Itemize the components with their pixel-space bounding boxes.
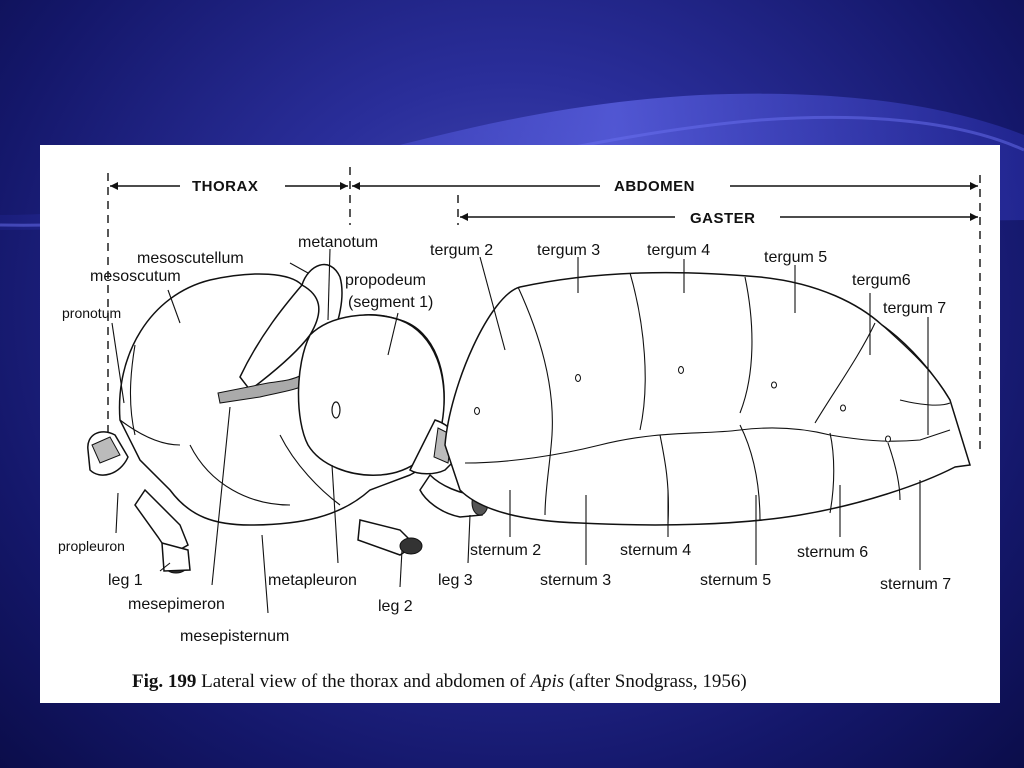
label-leg-3: leg 3 — [438, 572, 473, 589]
label-tergum-2: tergum 2 — [430, 242, 494, 259]
thorax-header: THORAX — [192, 178, 259, 195]
bee-anatomy-diagram — [40, 145, 1000, 703]
figure-caption — [132, 671, 747, 692]
label-propodeum: propodeum — [345, 272, 426, 289]
label-sternum-5: sternum 5 — [700, 572, 772, 589]
label-metapleuron: metapleuron — [268, 572, 357, 589]
caption-text-after: (after Snodgrass, 1956) — [564, 671, 747, 692]
label-tergum-4: tergum 4 — [647, 242, 711, 259]
label-sternum-6: sternum 6 — [797, 544, 869, 561]
gaster-header: GASTER — [690, 210, 756, 227]
label-pronotum: pronotum — [62, 305, 122, 321]
label-sternum-2: sternum 2 — [470, 542, 542, 559]
caption-text-before: Lateral view of the thorax and abdomen of — [196, 671, 531, 692]
label-mesoscutellum: mesoscutellum — [137, 250, 244, 267]
label-metanotum: metanotum — [298, 234, 379, 251]
label-propleuron: propleuron — [58, 538, 125, 554]
label-tergum-3: tergum 3 — [537, 242, 601, 259]
label-segment-1: (segment 1) — [348, 294, 434, 311]
label-mesepimeron: mesepimeron — [128, 596, 225, 613]
caption-genus: Apis — [530, 671, 565, 692]
label-sternum-7: sternum 7 — [880, 576, 952, 593]
label-tergum-7: tergum 7 — [883, 300, 947, 317]
abdomen-header: ABDOMEN — [614, 178, 695, 195]
label-mesepisternum: mesepisternum — [180, 628, 290, 645]
label-tergum-6: tergum6 — [852, 272, 911, 289]
label-sternum-4: sternum 4 — [620, 542, 692, 559]
caption-fig-number: Fig. 199 — [132, 671, 197, 692]
label-leg-1: leg 1 — [108, 572, 143, 589]
label-sternum-3: sternum 3 — [540, 572, 612, 589]
label-mesoscutum: mesoscutum — [90, 268, 181, 285]
figure-panel — [40, 145, 1000, 703]
label-tergum-5: tergum 5 — [764, 249, 828, 266]
label-leg-2: leg 2 — [378, 598, 413, 615]
